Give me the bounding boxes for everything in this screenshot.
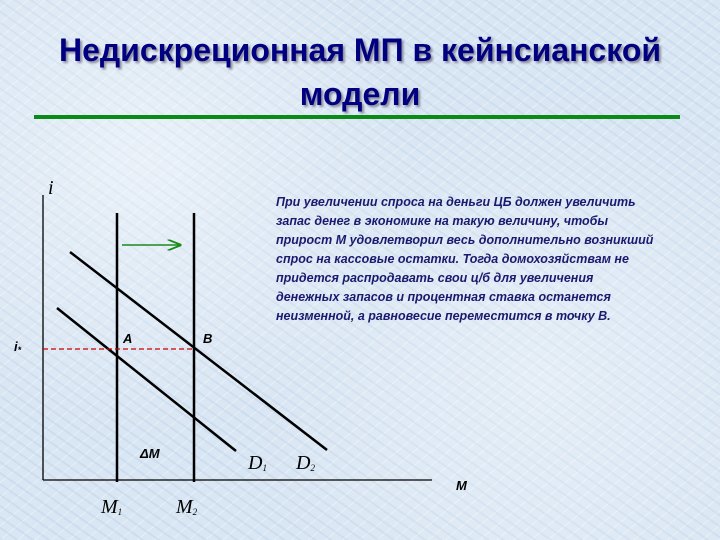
- slide-title: Недискреционная МП в кейнсианской модели: [58, 32, 662, 112]
- delta-m-label: ΔM: [140, 446, 160, 461]
- y-axis-label: i: [48, 177, 54, 199]
- m1-label: M1: [101, 496, 123, 518]
- m2-label-sub: 2: [192, 507, 198, 517]
- x-axis-label: M: [456, 478, 467, 493]
- rate-label: i*: [14, 339, 22, 355]
- d2-label-sub: 2: [310, 463, 315, 473]
- d1-label-sub: 1: [262, 463, 267, 473]
- m2-label: M2: [176, 496, 198, 518]
- rate-label-sub: *: [17, 345, 22, 355]
- m1-label-sub: 1: [117, 507, 123, 517]
- demand-curve-d1: [57, 308, 236, 451]
- d1-label: D1: [248, 452, 267, 474]
- point-b-label: B: [203, 331, 213, 346]
- point-a-label: A: [123, 331, 133, 346]
- explanation-text: При увеличении спроса на деньги ЦБ должен увеличить запас денег в экономике на такую величину, чтобы прирост М удовлетворил весь дополнительно возникший спрос на кассовые остатки. Тогда домохозяйствам не придется распродавать свои ц/б для увеличения денежных запасов и процентная ставка останется неизменной, а равновесие переместится в точку В.: [276, 195, 654, 323]
- d2-label: D2: [296, 452, 315, 474]
